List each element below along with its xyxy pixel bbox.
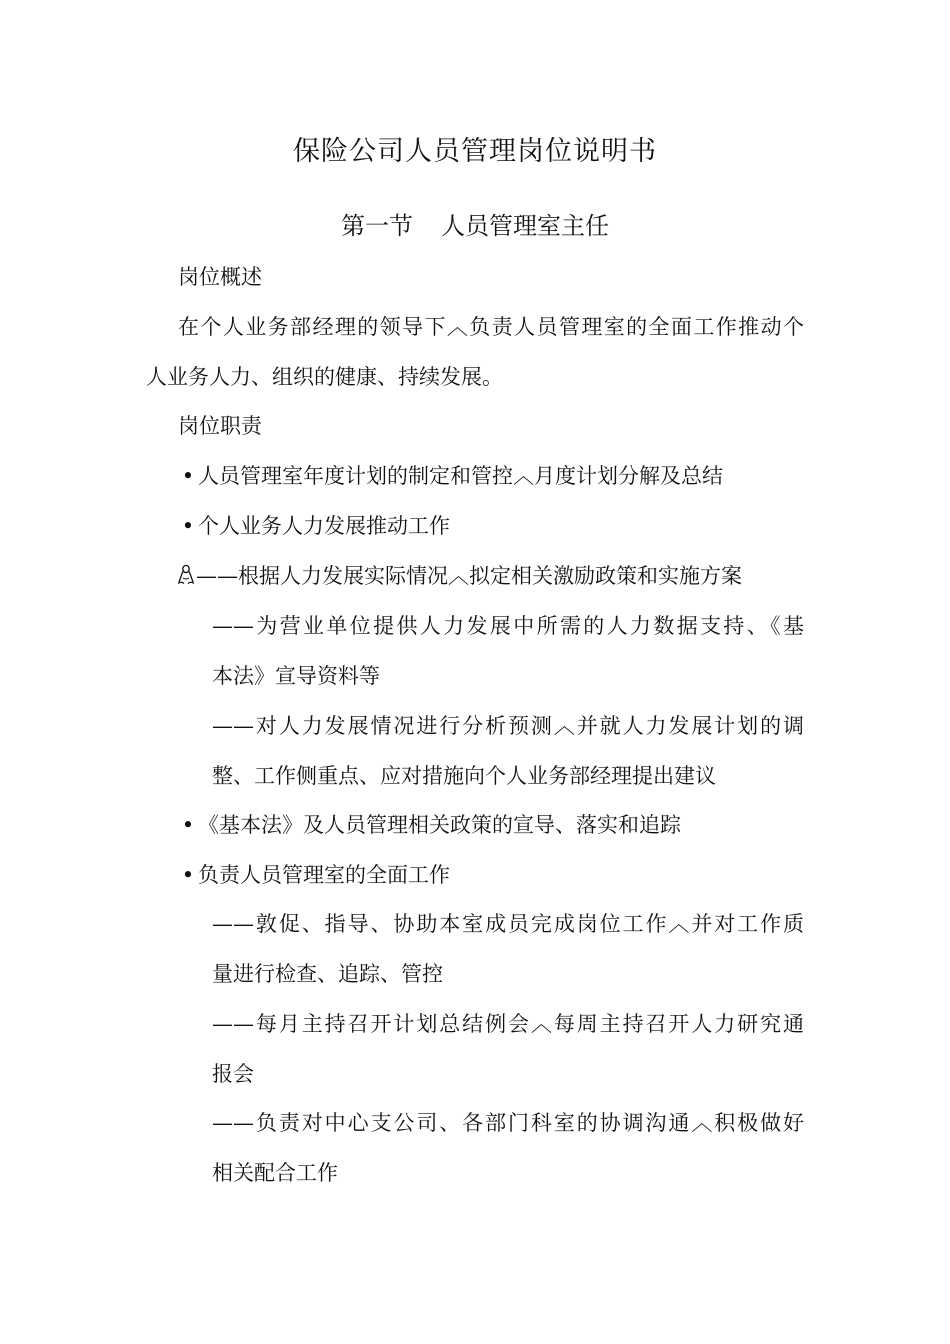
section-number: 第一节 bbox=[341, 212, 413, 240]
duty-item-3: • 《基本法》及人员管理相关政策的宣导、落实和追踪 bbox=[178, 810, 681, 840]
duty-item-4-sub-2-line-1: ——每月主持召开计划总结例会︿每周主持召开人力研究通 bbox=[212, 1012, 804, 1036]
duty-item-2-sub-2-line-1: ——为营业单位提供人力发展中所需的人力数据支持、《基 bbox=[212, 614, 804, 638]
duty-item-2-sub-2-line-2: 本法》宣导资料等 bbox=[212, 664, 380, 688]
bullet-icon: • bbox=[181, 464, 195, 488]
document-title: 保险公司人员管理岗位说明书 bbox=[293, 136, 657, 167]
section-heading bbox=[0, 207, 950, 245]
bullet-icon: • bbox=[181, 863, 195, 887]
overview-line-1: 在个人业务部经理的领导下︿负责人员管理室的全面工作推动个 bbox=[178, 315, 804, 339]
duty-item-2-sub-3-line-1: ——对人力发展情况进行分析预测︿并就人力发展计划的调 bbox=[212, 714, 804, 738]
section-name: 人员管理室主任 bbox=[441, 212, 609, 240]
overview-line-2: 人业务人力、组织的健康、持续发展。 bbox=[146, 365, 503, 389]
duty-item-4-sub-3-line-1: ——负责对中心支公司、各部门科室的协调沟通︿积极做好 bbox=[212, 1111, 804, 1135]
duty-item-2: • 个人业务人力发展推动工作 bbox=[178, 511, 450, 541]
penguin-symbol-icon bbox=[176, 564, 196, 586]
bullet-icon: • bbox=[181, 514, 195, 538]
duty-item-1: • 人员管理室年度计划的制定和管控︿月度计划分解及总结 bbox=[178, 461, 723, 491]
duty-item-4: • 负责人员管理室的全面工作 bbox=[178, 860, 450, 890]
duty-item-4-sub-1-line-2: 量进行检查、追踪、管控 bbox=[212, 962, 443, 986]
duty-item-4-sub-1-line-1: ——敦促、指导、协助本室成员完成岗位工作︿并对工作质 bbox=[212, 912, 804, 936]
duty-item-2-sub-3-line-2: 整、工作侧重点、应对措施向个人业务部经理提出建议 bbox=[212, 764, 716, 788]
overview-heading: 岗位概述 bbox=[178, 265, 262, 289]
duty-item-4-sub-2-line-2: 报会 bbox=[212, 1062, 254, 1086]
duty-item-2-sub-1: ——根据人力发展实际情况︿拟定相关激励政策和实施方案 bbox=[176, 561, 742, 591]
duties-heading: 岗位职责 bbox=[178, 414, 262, 438]
duty-item-4-sub-3-line-2: 相关配合工作 bbox=[212, 1161, 338, 1185]
bullet-icon: • bbox=[181, 813, 195, 837]
